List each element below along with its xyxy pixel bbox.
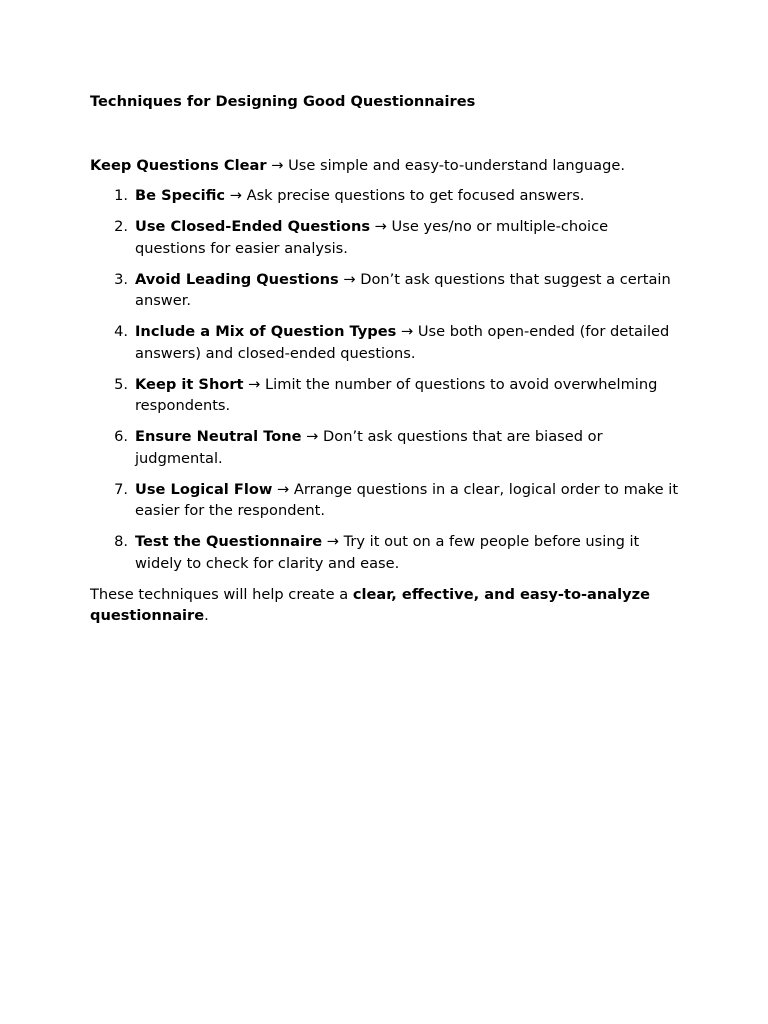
list-item-number: 1. [114, 187, 128, 204]
list-item-heading: Ensure Neutral Tone [135, 428, 302, 445]
list-item-text: → Use yes/no or multiple-choice questions for easier analysis. [135, 218, 609, 257]
closing-text: These techniques will help create a [90, 585, 353, 603]
closing-period: . [204, 607, 209, 624]
list-item-number: 7. [114, 480, 128, 498]
list-item [90, 321, 682, 364]
list-item-heading: Test the Questionnaire [135, 533, 323, 550]
list-item-text: → Use both open-ended (for detailed answers) and closed-ended questions. [135, 323, 670, 362]
technique-list [90, 185, 682, 574]
list-item-text: → Arrange questions in a clear, logical order to make it easier for the respondent. [135, 480, 679, 519]
list-item-text: → Try it out on a few people before using it widely to check for clarity and ease. [135, 533, 640, 572]
list-item-number: 2. [114, 218, 128, 235]
list-item-text: → Don’t ask questions that are biased or judgmental. [135, 428, 603, 467]
list-item-number: 4. [114, 323, 128, 340]
closing-paragraph [90, 584, 682, 627]
list-item [90, 269, 682, 312]
list-item-number: 5. [114, 375, 128, 393]
list-item-heading: Use Logical Flow [135, 480, 273, 498]
list-item [90, 479, 682, 522]
list-item [90, 216, 682, 259]
list-item [90, 374, 682, 417]
list-item [90, 185, 682, 207]
list-item-heading: Keep it Short [135, 375, 244, 393]
intro-heading: Keep Questions Clear [90, 156, 267, 174]
list-item-heading: Include a Mix of Question Types [135, 323, 397, 340]
list-item-text: → Don’t ask questions that suggest a certain answer. [135, 270, 671, 309]
list-item-heading: Be Specific [135, 187, 226, 204]
list-item-number: 8. [114, 533, 128, 550]
list-item-heading: Use Closed-Ended Questions [135, 218, 371, 235]
intro-paragraph [90, 155, 682, 177]
intro-text: → Use simple and easy-to-understand language. [266, 156, 625, 174]
list-item-text: → Limit the number of questions to avoid overwhelming respondents. [135, 375, 658, 414]
list-item [90, 531, 682, 574]
list-item-heading: Avoid Leading Questions [135, 270, 339, 288]
list-item-number: 6. [114, 428, 128, 445]
list-item [90, 426, 682, 469]
document-page [90, 91, 682, 627]
list-item-number: 3. [114, 270, 128, 288]
closing-emphasis: clear, effective, and easy-to-analyze questionnaire [90, 585, 651, 624]
document-title: Techniques for Designing Good Questionnaires [90, 93, 476, 110]
list-item-text: → Ask precise questions to get focused answers. [225, 187, 585, 204]
